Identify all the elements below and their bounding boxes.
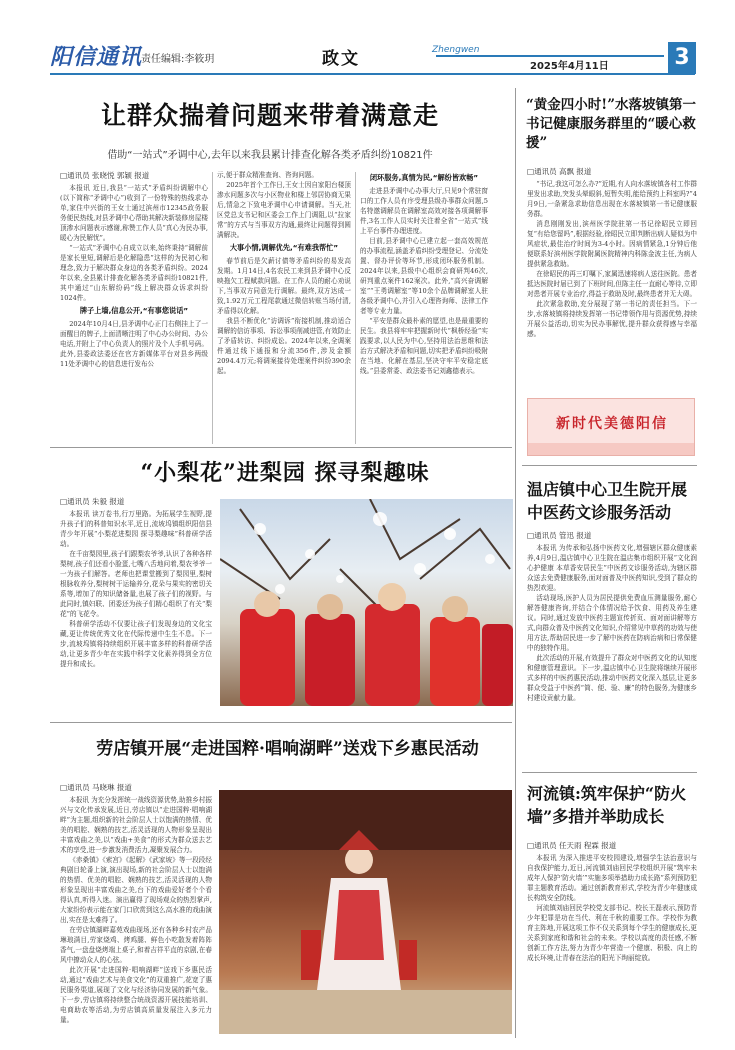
lead-paragraph: 我县不断优化“访调诉”衔接机制,推动适合调解的信访事项、诉讼事项削减进管,有效防止了矛盾转访、纠纷成讼。2024年以来,全调案件通过线下通报和分流356件,涉及金额2094.4万元;将调案接待处理案件纠纷390余起。	[217, 317, 351, 375]
newspaper-logo: 阳信通讯	[50, 44, 143, 70]
lead-byline: □通讯员 张晓悦 郭颖 报道	[60, 171, 150, 180]
sidebar-story-2-headline: 温店镇中心卫生院开展中医药文诊服务活动	[527, 480, 688, 522]
section-rule	[50, 447, 512, 448]
section-rule	[522, 772, 697, 773]
lead-subheadline: 借助“一站式”矛调中心,去年以来我县累计排查化解各类矛盾纠纷10821件	[107, 150, 433, 161]
laodian-body	[60, 782, 212, 1040]
lead-paragraph: 示,便于群众精准查询、咨询问题。	[217, 171, 319, 179]
lead-paragraph: 目前,县矛调中心已建立起一套高效规范的办事流程,涵盖矛盾纠纷受理登记、分流处置、督办评价等环节,形成闭环服务机制。2024年以来,县级中心组织会商研判46次,研判重点案件162案次。此外,“高兴奋调解室”“王勇调解室”等10余个品牌调解室人驻各级矛调中心,并引入心理咨询师、法律工作者等专业力量。	[360, 237, 488, 315]
promo-banner-decoration	[528, 443, 695, 455]
laodian-paragraph: 《赤桑镇》《索宫》《起解》《武家坡》等一段段经典剧目轮番上演,演出现场,新的社会阶层人士以饱满的热情、优美的唱腔、娴熟的技艺,活灵活现的人物形象呈现出丰富戏曲之美,台下的戏曲爱好者个个看得认真,听得入迷。演出赢得了现场观众的热烈掌声,大家纷纷表示能在家门口欣赏到这么高水准的戏曲演出,实在是太难得了。	[60, 856, 212, 924]
sidebar-story-2-paragraph: 此次活动的开展,有效提升了群众对中医药文化的认知度和健康管理意识。下一步,温店镇中心卫生院将继续开展形式多样的中医药惠民活动,推动中医药文化深入基层,让更多群众受益于中医药“简、便、验、廉”的特色服务,为健康乡村建设贡献力量。	[527, 654, 697, 702]
sidebar-story-1-paragraph: 消息刚刚发出,滨州医学院驻第一书记徐昭民立即回复“有给您留吗”,根据经验,徐昭民立即判断出病人疑似为中风症状,最佳治疗时间为3-4小时。因病情紧急,1分钟后他便联系好滨州医学院附属医院精神内科陈金波主任,为病人提供紧急救助。	[527, 220, 697, 268]
sidebar-story-3-paragraph: 河流镇刘庙回民学校党支部书记、校长王磊表示,预防青少年犯罪是功在当代、利在千秋的重要工作。学校作为教育主阵地,开展这项工作不仅关系到每个学生的健康成长,更关系到家庭和谐和社会的未来。学校以高度的责任感,不断创新工作方法,努力为青少年营造一个健康、积极、向上的成长环境,让青春在法治的阳光下绚丽绽放。	[527, 904, 697, 962]
header-rule	[50, 73, 695, 75]
lead-subhead: 牌子上墙,信息公开,“有事您说话”	[79, 306, 189, 315]
page-number: 3	[668, 42, 696, 74]
laodian-paragraph: 此次开展“走进国粹·唱响湖畔”送戏下乡惠民活动,通过“戏曲艺术与美食文化”的双重推广,花宽了惠民服务渠道,展现了文化与经济协同发展的新气象。下一步,劳店镇将持续整合统战资源开展技能培训、电商助农等活动,为劳店镇高质量发展注入多元力量。	[60, 966, 212, 1024]
lead-paragraph: 本报讯 近日,我县“一站式”矛盾纠纷调解中心(以下简称“矛调中心”)收到了一份特殊的热线求办单,家住中兴街的王女士通过滨州市12345政务服务便民热线,对县矛调中心帮助其解决新装修房屋楼顶渗水问题表示感谢,称赞工作人员“真心为民办事,暖心为民解忧”。	[60, 184, 208, 242]
lead-paragraph: 2025年首个工作日,王女士因自家阳台楼顶渗水问题多次与小区物业和楼上邻居协商无果后,情急之下致电矛调中心申请调解。当天,社区党总支书记和区委会工作上门调阻,以“拉家常”的方式与当事双方沟通,最终让问题得到圆满解决。	[217, 181, 351, 239]
sidebar-story-3-body	[527, 840, 697, 1038]
sidebar-story-1-paragraph: 在徐昭民的再三叮嘱下,家属迅速将病人送往医院。患者抵达医院时届已到了下班时间,但陈主任一直耐心等待,立即对患者开展专业治疗,得益于救助及时,最终患者并无大碍。	[527, 270, 697, 298]
pear-paragraph: 本报讯 读万卷书,行万里路。为拓展学生视野,提升孩子们的科普知识水平,近日,流坡坞镇组织阳信县青少年开展“小梨花进梨园 探寻梨趣味”科普研学活动。	[60, 510, 212, 548]
lead-headline: 让群众揣着问题来带着满意走	[100, 101, 439, 130]
opera-performance-photo	[219, 790, 512, 1034]
lead-column-1	[60, 170, 208, 450]
sidebar-story-3-headline: 河流镇:筑牢保护“防火墙”多措并举助成长	[527, 784, 687, 826]
lead-subhead: 闭环服务,真情为民,“解纷皆欢畅”	[369, 173, 479, 182]
laodian-paragraph: 在劳店镇湖畔嘉苑戏曲现场,还有各种乡村农产品琳琅满目,劳家烧鸡、烤鸡腿、鲜色小吃散发着阵阵香气,一盘盘烧烤端上桌子,和着吉祥平直的京剧,在春风中撩动众人的心弦。	[60, 926, 212, 964]
lead-subhead: 大事小情,调解优先,“有难我帮忙”	[229, 243, 339, 252]
lead-paragraph: 春节前后是欠薪讨债等矛盾纠纷的易发高发期。1月14日,4名农民工来到县矛调中心反映拖欠工程赋款问题。在工作人员的耐心劝说下,当事双方同意先行调解。最终,双方达成一致,1.92万元工程尾款通过微信转账当场付清,矛盾得以化解。	[217, 257, 351, 315]
promo-banner	[527, 398, 695, 456]
sidebar-story-2-paragraph: 活动现场,医护人员为居民提供免费血压测量服务,耐心解答健康咨询,并结合个体情况给予饮食、用药及养生建议。同时,通过发放中医药主题宣传折页、面对面讲解等方式,向群众普及中医药文化知识,介绍常见中草药的功效与使用方法,帮助居民进一步了解中医药在防病治病和日常保健中的独特作用。	[527, 594, 697, 652]
pear-paragraph: 科普研学活动不仅要让孩子们发现身边的文化宝藏,更让传统优秀文化在代际传递中生生不息。下一步,流坡坞镇将持续组织开展丰富多样的科普研学活动,让更多青少年在实践中科学文化素养得到全方位提升和成长。	[60, 620, 212, 668]
section-pinyin: Zhengwen	[432, 45, 480, 55]
promo-banner-text: 新时代美德阳信	[556, 416, 668, 432]
pear-paragraph: 在千亩梨园里,孩子们跟梨农爷爷,认识了各种各样梨树,孩子们还看小脸蛋,七嘴八舌地问着,梨农爷爷一一为孩子们解答。老师也把课堂搬到了梨园里,梨树根脉收养分,梨树树干运输养分,花朵与果实的密切关系等,增加了的知识储备量,也展了孩子们的视野。与此同时,镇妇联、团委还为孩子们精心组织了有关“梨花”的飞花令。	[60, 550, 212, 618]
laodian-byline: □通讯员 马晓琳 报道	[60, 783, 132, 792]
sidebar-story-1-byline: □通讯员 高飘 报道	[527, 167, 592, 176]
laodian-headline: 劳店镇开展“走进国粹·唱响湖畔”送戏下乡惠民活动	[96, 739, 479, 759]
issue-date: 2025年4月11日	[530, 61, 609, 72]
pear-headline: “小梨花”进梨园 探寻梨趣味	[140, 460, 430, 486]
editor-credit: 责任编辑:李筱玥	[141, 54, 215, 65]
section-rule	[50, 722, 512, 723]
opera-performer-illustration	[219, 790, 512, 1034]
pear-body	[60, 496, 212, 711]
lead-paragraph: “一站式”矛调中心自成立以来,始终秉持“调解前是家长里短,调解后是化解隐患”这样的为民初心和理念,致力于解决群众身边的各类矛盾纠纷。2024年以来,全县累计排查化解各类矛盾纠纷10821件,其中通过“山东解纷码”线上解决群众诉求纠纷1024件。	[60, 244, 208, 302]
lead-paragraph: 2024年10月4日,县矛调中心正门右侧挂上了一面醒目的牌子,上面清晰注明了中心办公时间、办公电话,并附上了中心负责人的照片及个人手机号码。此外,县委政法委还在官方新媒体平台对县乡两级11处矛调中心的信息进行发布公	[60, 320, 208, 368]
lead-column-3	[360, 170, 488, 450]
pear-orchard-photo	[220, 499, 513, 706]
sidebar-story-2-paragraph: 本报讯 为传承和弘扬中医药文化,增强辖区群众健康素养,4月9日,温店镇中心卫生院在温店集市组织开展“文化润心护健康 本草香安居民生”中医药文诊服务活动,为辖区群众送去免费健康服务,面对面普及中医药知识,受到了群众的热烈欢迎。	[527, 544, 697, 592]
sidebar-story-1-headline: “黄金四小时!”水落坡镇第一书记健康服务群里的“暖心救援”	[526, 97, 696, 151]
sidebar-story-3-paragraph: 本报讯 为深入推进平安校园建设,增强学生法治意识与自我保护能力,近日,河流镇刘庙回民学校组织开展“筑牢未成年人保护‘防火墙’”实施多项举措助力成长路”系列预防犯罪主题教育活动。通过创新教育形式,学校为青少年健康成长构筑安全防线。	[527, 854, 697, 902]
sidebar-story-2-body	[527, 530, 697, 768]
pear-orchard-illustration	[220, 499, 513, 706]
section-rule	[522, 465, 697, 466]
lead-paragraph: “平安是群众最朴素的愿望,也是最重要的民生。我县将牢牢把握新时代“枫桥经验”实践要求,以人民为中心,坚持用法治思维和法治方式解决矛盾和问题,切实把矛盾纠纷吸附在当地、化解在基层,坚决守牢平安稳定底线。”县委常委、政法委书记刘鑫德表示。	[360, 317, 488, 375]
column-divider	[355, 172, 356, 444]
sidebar-story-1-body	[527, 166, 697, 394]
laodian-paragraph: 本报讯 为充分发挥统一战线资源优势,助推乡村振兴与文化传承发展,近日,劳店镇以“走进国粹·唱响湖畔”为主题,组织新的社会阶层人士以饱满的热情、优美的唱腔、娴熟的技艺,活灵活现的人物形象呈现出丰富戏曲之美,以“戏曲+美食”的形式为群众送去艺术的享受,进一步激发消费活力,凝聚发展合力。	[60, 796, 212, 854]
sidebar-divider	[515, 88, 516, 1038]
sidebar-story-2-byline: □通讯员 管迅 报道	[527, 531, 592, 540]
column-divider	[212, 172, 213, 444]
lead-paragraph: 走进县矛调中心办事大厅,只见9个常驻窗口的工作人员有序受理县级办事群众问题,5名特邀调解员在调解室高效对接各项调解事件,3名工作人员实时关注着全省“一站式”线上平台事件办理进度。	[360, 187, 488, 235]
sidebar-story-1-paragraph: 此次紧急救助,充分展现了第一书记的责任担当。下一步,水落坡镇将持续发挥第一书记带领作用与资源优势,持续开展公益活动,切实为民办事解忧,提升群众获得感与幸福感。	[527, 300, 697, 338]
lead-column-2	[217, 170, 351, 450]
section-name: 政文	[322, 49, 360, 69]
sidebar-story-3-byline: □通讯员 任天雨 程霖 报道	[527, 841, 617, 850]
pear-byline: □通讯员 朱毅 报道	[60, 497, 125, 506]
masthead	[0, 0, 735, 80]
sidebar-story-1-paragraph: “书记,我这可怎么办?”近期,有人向水落坡镇各村工作群里发出求助,突发头晕眼斜,短暂失明,能给预约上科室吗?”4月9日,一条紧急求助信息出现在水落坡镇第一书记健康服务群。	[527, 180, 697, 218]
